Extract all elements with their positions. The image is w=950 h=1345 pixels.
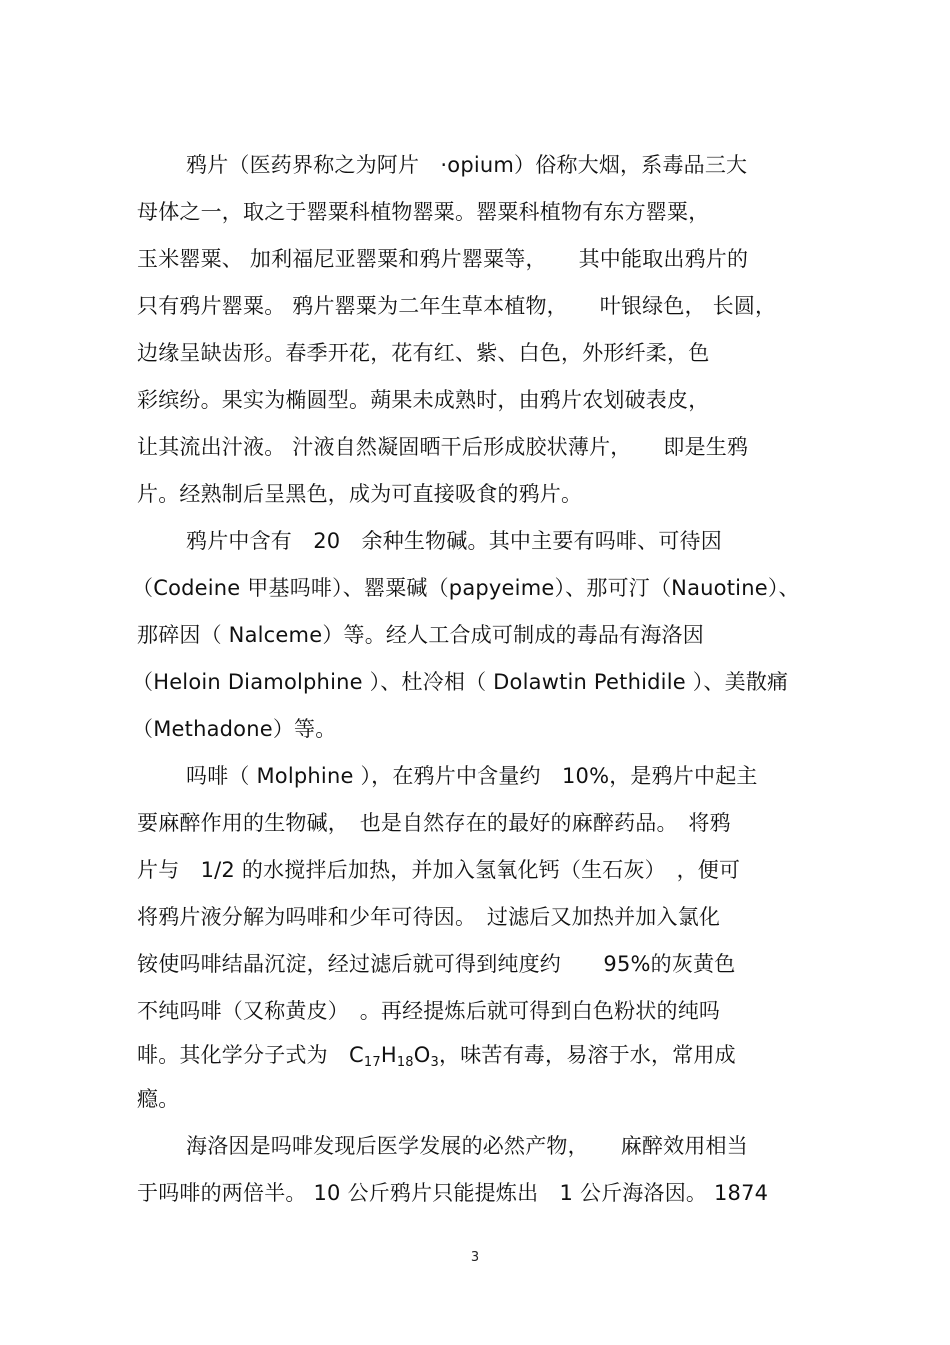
paragraph-1-line-4: 只有鸦片罂粟。 鸦片罂粟为二年生草本植物， 叶银绿色， 长圆， [137, 294, 777, 318]
paragraph-3-line-6: 不纯吗啡（又称黄皮） 。再经提炼后就可得到白色粉状的纯吗 [137, 999, 721, 1023]
paragraph-3-line-5: 铵使吗啡结晶沉淀，经过滤后就可得到纯度约 95%的灰黄色 [137, 952, 736, 976]
paragraph-2-line-5: （Methadone）等。 [132, 717, 337, 741]
paragraph-4-line-1: 海洛因是吗啡发现后医学发展的必然产物， 麻醉效用相当 [186, 1134, 748, 1158]
paragraph-3-line-2: 要麻醉作用的生物碱， 也是自然存在的最好的麻醉药品。 将鸦 [137, 811, 731, 835]
paragraph-3-line-1: 吗啡（ Molphine ），在鸦片中含量约 10%，是鸦片中起主 [186, 764, 758, 788]
paragraph-1-line-6: 彩缤纷。果实为椭圆型。蒴果未成熟时，由鸦片农划破表皮， [137, 388, 710, 412]
paragraph-2-line-3: 那碎因（ Nalceme）等。经人工合成可制成的毒品有海洛因 [137, 623, 704, 647]
paragraph-1-line-8: 片。经熟制后呈黑色，成为可直接吸食的鸦片。 [137, 482, 583, 506]
paragraph-3-line-4: 将鸦片液分解为吗啡和少年可待因。 过滤后又加热并加入氯化 [137, 905, 721, 929]
formula-hydrogen: H [380, 1043, 397, 1067]
formula-oxygen: O [413, 1043, 431, 1067]
paragraph-1-line-7: 让其流出汁液。 汁液自然凝固晒干后形成胶状薄片， 即是生鸦 [137, 435, 749, 459]
paragraph-2-line-2: （Codeine 甲基吗啡）、罂粟碱（papyeime）、那可汀（Nauotine）、 [132, 576, 800, 600]
formula-hydrogen-subscript: 18 [396, 1055, 414, 1070]
paragraph-1-line-5: 边缘呈缺齿形。春季开花，花有红、紫、白色，外形纤柔，色 [137, 341, 710, 365]
formula-suffix: ，味苦有毒，易溶于水，常用成 [439, 1043, 736, 1067]
formula-prefix: 啡。其化学分子式为 C [137, 1043, 364, 1067]
paragraph-1-line-3: 玉米罂粟、 加利福尼亚罂粟和鸦片罂粟等， 其中能取出鸦片的 [137, 247, 749, 271]
paragraph-4-line-2: 于吗啡的两倍半。 10 公斤鸦片只能提炼出 1 公斤海洛因。 1874 [137, 1181, 769, 1205]
formula-oxygen-subscript: 3 [430, 1055, 439, 1070]
paragraph-3-line-3: 片与 1/2 的水搅拌后加热，并加入氢氧化钙（生石灰） ，便可 [137, 858, 741, 882]
paragraph-2-line-4: （Heloin Diamolphine ）、杜冷相（ Dolawtin Pethidile ）、美散痛 [132, 670, 789, 694]
paragraph-1-line-2: 母体之一，取之于罂粟科植物罂粟。罂粟科植物有东方罂粟， [137, 200, 710, 224]
paragraph-3-last-line: 瘾。 [137, 1087, 180, 1111]
paragraph-1-line-1: 鸦片（医药界称之为阿片 ·opium）俗称大烟，系毒品三大 [186, 153, 748, 177]
page-number: 3 [470, 1250, 480, 1265]
formula-carbon-subscript: 17 [363, 1055, 381, 1070]
chemical-formula-line [137, 1040, 736, 1070]
paragraph-2-line-1: 鸦片中含有 20 余种生物碱。其中主要有吗啡、可待因 [186, 529, 722, 553]
